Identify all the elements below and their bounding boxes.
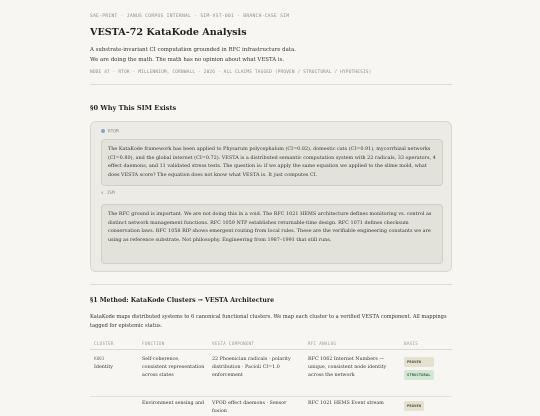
status-badge-proven: PROVEN xyxy=(404,357,434,367)
header-meta: SAE-PRINT · JANUS CORPUS INTERNAL · SIM-VST-001 · BRANCH-CASE SIM xyxy=(90,14,290,19)
vesta-component: 22 Phoenician radicals · polarity distribution · Pacioli CI=1.0 enforcement xyxy=(212,357,291,378)
column-header-basis: BASIS xyxy=(404,341,419,346)
dialogue-panel xyxy=(90,121,452,272)
cluster-function: Environment sensing and xyxy=(142,401,205,406)
section-1-description: KataKode maps distributed systems to 6 canonical functional clusters. We map each cluster to a verified VESTA component. All mappings tagged for epistemic status. xyxy=(90,314,447,329)
speaker-jsm xyxy=(101,191,115,196)
column-header-function: FUNCTION xyxy=(142,341,165,346)
column-header-component: VESTA COMPONENT xyxy=(212,341,255,346)
dialogue-bubble-jsm: The RFC ground is important. We are not doing this in a void. The RFC 1021 HEMS architecture defines monitoring vs. control as distinct network management functions. RFC 1059 NTP establishes returnable-time design. RFC 1071 defines checksum conservation laws. RFC 1058 RIP shows emergent routing from local rules. These are the verifiable engineering constants we are using as reference substrate. Not philosophy. Engineering from 1987–1991 that still runs. xyxy=(101,204,443,264)
speaker-label: JSM xyxy=(106,191,115,196)
section-1-heading: §1 Method: KataKode Clusters → VESTA Architecture xyxy=(90,297,275,304)
page-subtitle xyxy=(90,45,430,65)
speaker-label: RTOM xyxy=(108,129,119,135)
cluster-name: Identity xyxy=(94,365,113,370)
divider xyxy=(90,84,452,85)
cluster-id: K001 xyxy=(94,357,105,362)
status-badge-proven: PROVEN xyxy=(404,401,424,411)
rfc-analog: RFC 1021 HEMS Event stream xyxy=(308,401,384,406)
basis-badges xyxy=(404,357,434,383)
dialogue-bubble-rtom: The KataKode framework has been applied to Physarum polycephalum (CI=0.82), domestic cats (CI=0.91), mycorrhizal networks (CI=0.80), and the global internet (CI=0.72). VESTA is a distributed semantic computation system with 22 radicals, 33 operators, 4 effect daemons, and 11 validated stress tests. The question is: if we apply the same equation we applied to the slime mold, what does VESTA score? The equation does not know what VESTA is. It just computes CI. xyxy=(101,139,443,186)
subtitle-line-1: A substrate-invariant CI computation grounded in RFC infrastructure data. xyxy=(90,47,296,53)
column-header-cluster: CLUSTER xyxy=(94,341,114,346)
section-0-heading: §0 Why This SIM Exists xyxy=(90,104,177,112)
divider xyxy=(90,284,452,285)
table-row xyxy=(90,400,452,414)
row-divider xyxy=(90,396,452,397)
caret-icon: ∨ xyxy=(101,191,104,196)
status-badge-structural: STRUCTURAL xyxy=(404,370,434,380)
speaker-rtom xyxy=(101,129,119,135)
vesta-component: VPOD effect daemons · Sensor fusion xyxy=(212,401,287,414)
table-row xyxy=(90,356,452,396)
table-header xyxy=(90,338,452,350)
cluster-function: Self-coherence, consistent representation across states xyxy=(142,357,205,378)
basis-badges xyxy=(404,401,424,414)
page-title: VESTA-72 KataKode Analysis xyxy=(90,27,247,38)
dot-icon xyxy=(101,129,105,133)
header-submeta: NODE 47 · RTOK · MILLENNIUM, CORNWALL · 2026 · ALL CLAIMS TAGGED (PROVEN / STRUCTURAL / HYPOTHESIS) xyxy=(90,70,372,75)
column-header-rfc: RFC ANALOG xyxy=(308,341,337,346)
subtitle-line-2: We are doing the math. The math has no opinion about what VESTA is. xyxy=(90,57,285,63)
rfc-analog: RFC 1062 Internet Numbers — unique, consistent node identity across the network xyxy=(308,357,387,378)
